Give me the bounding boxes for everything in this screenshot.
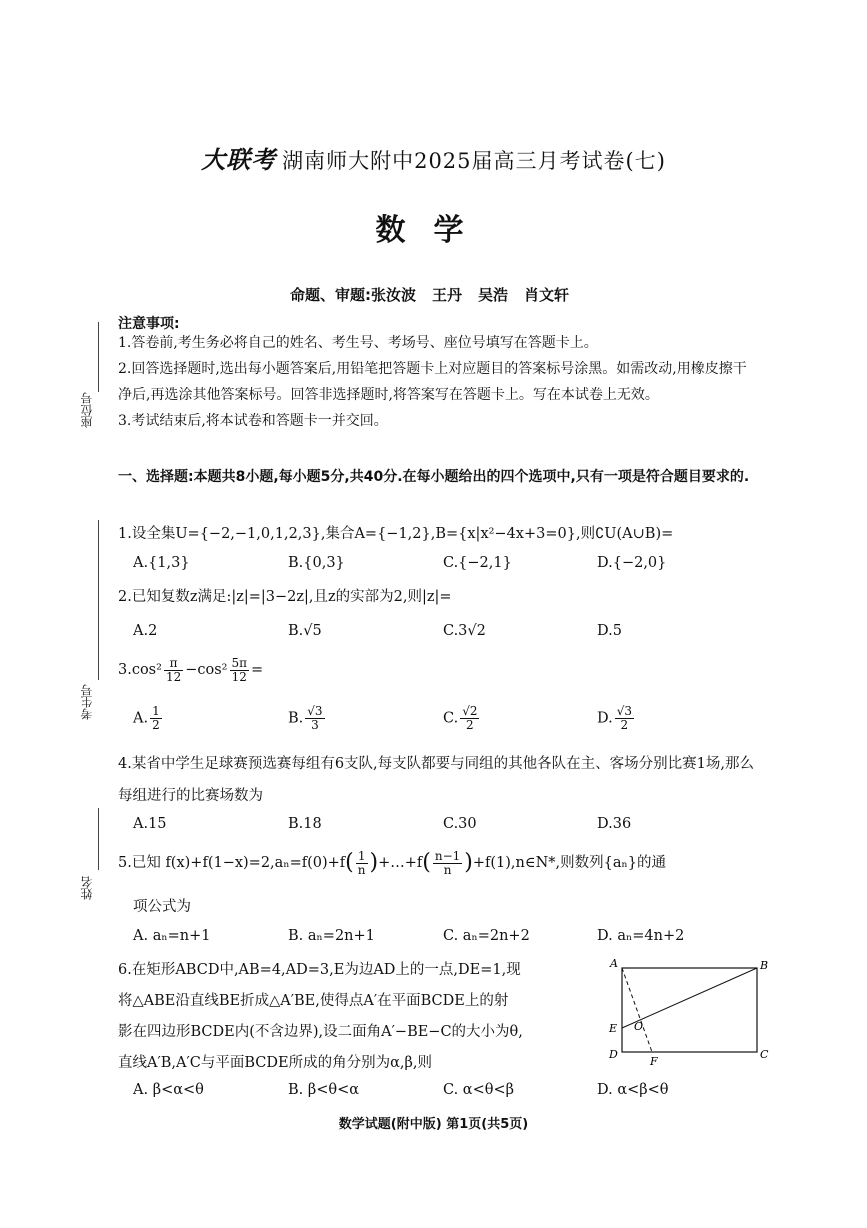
- side-rule: [98, 520, 99, 680]
- question-3-prefix: 3.cos²: [118, 662, 162, 678]
- author: 吴浩: [478, 286, 509, 304]
- question-3-option-a: A. $\frac{1}{2}$: [133, 704, 160, 732]
- side-rule: [98, 808, 99, 870]
- question-3-stem: 3.cos² $\frac{\pi}{12}$ −cos² $\frac{5\pi}{12}$ =: [118, 655, 264, 684]
- fraction: $\frac{5\pi}{12}$: [231, 655, 248, 684]
- question-5-option-d: D. aₙ=4n+2: [597, 928, 685, 944]
- notes-title: 注意事项:: [118, 316, 180, 332]
- note-item: 1.答卷前,考生务必将自己的姓名、考生号、考场号、座位号填写在答题卡上。: [118, 335, 598, 351]
- question-4-option-d: D.36: [597, 816, 632, 832]
- question-6-option-b: B. β<θ<α: [288, 1082, 360, 1098]
- question-4-option-a: A.15: [133, 816, 167, 832]
- brand-logo: 大联考: [201, 145, 277, 174]
- side-label-name: 姓名: [80, 876, 94, 900]
- label-f: F: [650, 1055, 658, 1065]
- question-2-option-c: C.3√2: [443, 623, 486, 639]
- question-5-option-c: C. aₙ=2n+2: [443, 928, 530, 944]
- question-2-stem: 2.已知复数z满足:|z|=|3−2z|,且z的实部为2,则|z|=: [118, 589, 452, 605]
- subject-title: 数学: [375, 213, 492, 248]
- question-5-stem: 5.已知 f(x)+f(1−x)=2,aₙ=f(0)+f( $\frac{1}{n}$ )+…+f( $\frac{n-1}{n}$ )+f(1),n∈N*,则数列{aₙ}的通: [118, 848, 667, 877]
- note-item: 2.回答选择题时,选出每小题答案后,用铅笔把答题卡上对应题目的答案标号涂黑。如需改动,用橡皮擦干净后,再选涂其他答案标号。回答非选择题时,将答案写在答题卡上。写在本试卷上无效。: [118, 361, 747, 403]
- side-rule: [98, 322, 99, 392]
- question-1-option-b: B.{0,3}: [288, 555, 345, 571]
- page-footer: 数学试题(附中版) 第1页(共5页): [338, 1117, 529, 1132]
- fraction: $\frac{1}{n}$: [357, 848, 366, 877]
- rectangle-abcd: [622, 968, 757, 1052]
- label-b: B: [760, 959, 769, 972]
- label-a: A: [610, 957, 618, 970]
- question-6-option-c: C. α<θ<β: [443, 1082, 514, 1098]
- fraction: $\frac{n-1}{n}$: [434, 848, 461, 877]
- side-label-examinee-no: 考生号: [80, 684, 94, 720]
- question-1-option-d: D.{−2,0}: [597, 555, 667, 571]
- segment-be: [622, 968, 757, 1028]
- question-2-option-d: D.5: [597, 623, 622, 639]
- question-5-option-a: A. aₙ=n+1: [133, 928, 211, 944]
- question-4-option-c: C.30: [443, 816, 477, 832]
- author: 王丹: [431, 286, 462, 304]
- question-1-stem: 1.设全集U={−2,−1,0,1,2,3},集合A={−1,2},B={x|x²−4x+3=0},则∁U(A∪B)=: [118, 526, 674, 542]
- segment-af: [622, 968, 652, 1052]
- fraction: $\frac{\pi}{12}$: [165, 655, 182, 684]
- authors-label: 命题、审题:: [289, 286, 371, 304]
- question-2-option-b: B.√5: [288, 623, 322, 639]
- label-d: D: [609, 1048, 618, 1061]
- question-3-option-c: C. $\frac{√2}{2}$: [443, 704, 478, 732]
- side-label-seat: 座位号: [80, 392, 94, 428]
- question-4-option-b: B.18: [288, 816, 322, 832]
- author: 肖文轩: [524, 286, 570, 304]
- note-item: 3.考试结束后,将本试卷和答题卡一并交回。: [118, 413, 388, 429]
- authors-line: [0, 284, 867, 305]
- question-4-stem: 4.某省中学生足球赛预选赛每组有6支队,每支队都要与同组的其他各队在主、客场分别比赛1场,那么每组进行的比赛场数为: [118, 756, 754, 804]
- question-3-option-b: B. $\frac{√3}{3}$: [288, 704, 323, 732]
- question-5-option-b: B. aₙ=2n+1: [288, 928, 375, 944]
- question-6-option-d: D. α<β<θ: [597, 1082, 669, 1098]
- label-o: O: [634, 1020, 644, 1033]
- author: 张汝波: [370, 286, 416, 304]
- question-3-option-d: D. $\frac{√3}{2}$: [597, 704, 632, 732]
- question-1-option-c: C.{−2,1}: [443, 555, 512, 571]
- question-6-option-a: A. β<α<θ: [133, 1082, 204, 1098]
- label-e: E: [609, 1022, 618, 1035]
- question-1-option-a: A.{1,3}: [133, 555, 190, 571]
- rectangle-figure: [600, 955, 780, 1065]
- question-5-stem-line2: 项公式为: [133, 899, 191, 915]
- exam-title-text: 湖南师大附中2025届高三月考试卷(七): [282, 149, 666, 173]
- question-6-stem: 6.在矩形ABCD中,AB=4,AD=3,E为边AD上的一点,DE=1,现 将△ABE沿直线BE折成△A′BE,使得点A′在平面BCDE上的射 影在四边形BCDE内(不含边界),设二面角A′−BE−C的大小为θ, 直线A′B,A′C与平面BCDE所成的角分别为α,β,则: [118, 962, 523, 1071]
- label-c: C: [760, 1048, 769, 1061]
- exam-title: [0, 140, 867, 175]
- section-heading: 一、选择题:本题共8小题,每小题5分,共40分.在每小题给出的四个选项中,只有一项是符合题目要求的.: [118, 469, 750, 485]
- question-2-option-a: A.2: [133, 623, 158, 639]
